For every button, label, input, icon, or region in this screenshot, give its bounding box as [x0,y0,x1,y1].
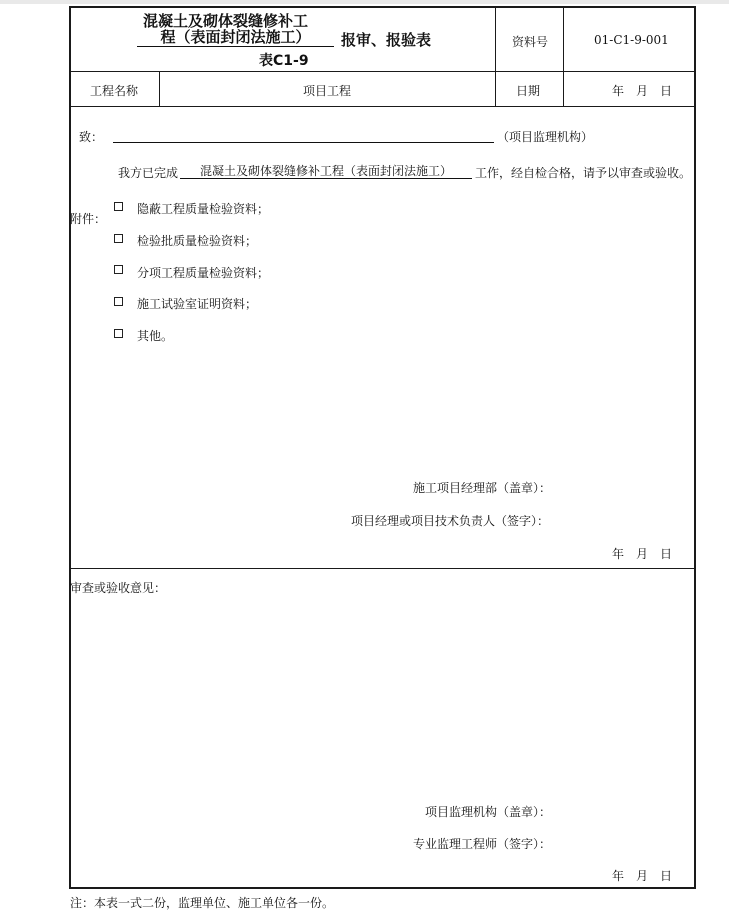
review-opinion-label: 审查或验收意见： [70,581,167,595]
attachment-checkbox-3[interactable] [114,265,123,274]
section-divider-line [69,568,696,569]
attachment-label-4: 施工试验室证明资料； [137,297,258,311]
completed-suffix: 工作，经自检合格，请予以审查或验收。 [475,166,692,180]
supervisor-org-seal-label: 项目监理机构（盖章）： [425,805,552,819]
contractor-sign-date: 年 月 日 [612,547,673,561]
date-value: 年 月 日 [612,84,673,98]
project-manager-sign-label: 项目经理或项目技术负责人（签字）： [351,514,550,528]
review-sign-date: 年 月 日 [612,869,673,883]
header-bottom-line [69,71,696,72]
attachment-label-2: 检验批质量检验资料； [137,234,258,248]
footnote: 注：本表一式二份，监理单位、施工单位各一份。 [70,896,335,910]
supervising-engineer-sign-label: 专业监理工程师（签字）： [413,837,552,851]
attachment-label-5: 其他。 [137,329,174,343]
date-label: 日期 [516,84,541,98]
top-bar [0,0,729,4]
attachment-checkbox-2[interactable] [114,234,123,243]
info-row-bottom-line [69,106,696,107]
doc-no-value: 01-C1-9-001 [594,33,669,47]
completed-item: 混凝土及砌体裂缝修补工程（表面封闭法施工） [180,164,472,179]
attachment-checkbox-4[interactable] [114,297,123,306]
attachment-label-3: 分项工程质量检验资料； [137,266,270,280]
title-line1: 混凝土及砌体裂缝修补工 [143,12,309,30]
title-line2-suffix: 报审、报验表 [341,31,432,49]
form-code: 表C1-9 [259,53,309,69]
header-divider-1 [495,6,496,106]
attachment-checkbox-5[interactable] [114,329,123,338]
to-recipient-line [113,128,494,143]
doc-no-label: 资料号 [512,35,549,49]
to-label: 致： [79,130,104,144]
project-name-label: 工程名称 [90,84,139,98]
title-line2-project: 程（表面封闭法施工） [137,29,334,47]
to-suffix: （项目监理机构） [497,130,594,144]
header-divider-2 [563,6,564,106]
project-name-value: 项目工程 [303,84,352,98]
attachments-label: 附件： [70,212,107,226]
attachment-label-1: 隐蔽工程质量检验资料； [137,202,270,216]
attachment-checkbox-1[interactable] [114,202,123,211]
info-divider-1 [159,71,160,106]
contractor-dept-seal-label: 施工项目经理部（盖章）： [413,481,552,495]
completed-prefix: 我方已完成 [118,166,179,180]
